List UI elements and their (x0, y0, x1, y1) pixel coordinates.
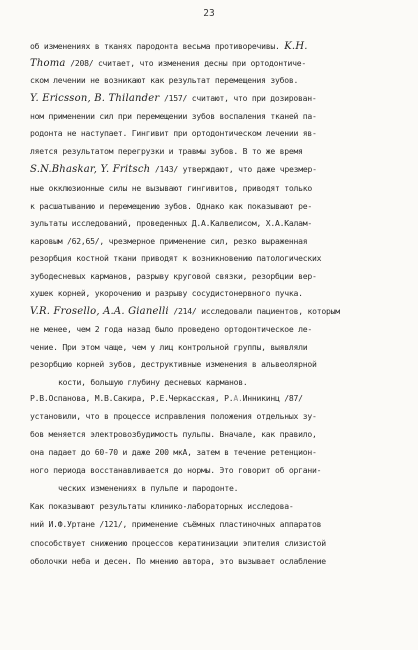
typed-text: об изменениях в тканях пародонта весьма противоречивы. (30, 41, 285, 51)
text-line (30, 392, 396, 404)
text-line (30, 500, 396, 512)
typed-text: чение. При этом чаще, чем у лиц контрольной группы, выявляли (30, 342, 308, 352)
text-line (30, 252, 396, 264)
text-line (30, 92, 396, 105)
text-line (30, 57, 396, 70)
text-line (58, 376, 396, 388)
typed-text: оболочки неба и десен. По мнению автора, это вызывает ослабление (30, 556, 326, 566)
typed-text: ные окклюзионные силы не вызывают гингивитов, приводят только (30, 183, 312, 193)
text-line (30, 537, 396, 549)
text-line (30, 341, 396, 353)
handwritten-author-name: K.H. (284, 41, 308, 52)
faded-stamp-text: А. (233, 393, 243, 403)
text-line (30, 446, 396, 458)
text-line (30, 428, 396, 440)
typed-text: способствует снижению процессов кератинизации эпителия слизистой (30, 538, 326, 548)
text-line (30, 217, 396, 229)
text-line (30, 40, 396, 53)
typed-text: Инникинц /87/ (242, 393, 303, 403)
text-line (30, 182, 396, 194)
text-line (30, 270, 396, 282)
handwritten-author-name: Y. Ericsson, B. Thilander (30, 93, 160, 104)
typed-text: резорбция костной ткани приводят к возникновению патологических (30, 253, 322, 263)
typed-text: ний И.Ф.Уртане /121/, применение съёмных пластиночных аппаратов (30, 519, 322, 529)
text-line (30, 235, 396, 247)
typed-text: /208/ считает, что изменения десны при ортодонтиче- (65, 58, 306, 68)
typed-text: родонта не наступает. Гингивит при ортодонтическом лечении яв- (30, 128, 317, 138)
typed-text: Как показывают результаты клинико-лабораторных исследова- (30, 501, 294, 511)
typed-text: бов меняется электровозбудимость пульпы. Вначале, как правило, (30, 429, 317, 439)
typed-text: ском лечении не возникают как результат перемещения зубов. (30, 75, 299, 85)
typed-text: она падает до 60-70 и даже 200 мкА, затем в течение ретенцион- (30, 447, 317, 457)
typed-text: ного периода восстанавливается до нормы. Это говорит об органи- (30, 465, 322, 475)
text-line (30, 110, 396, 122)
typed-text: зубодесневых карманов, разрыву круговой связки, резорбции вер- (30, 271, 317, 281)
page-number: 23 (203, 8, 215, 19)
typed-text: не менее, чем 2 года назад было проведено ортодонтическое ле- (30, 324, 312, 334)
text-line (30, 163, 396, 176)
text-line (30, 555, 396, 567)
text-line (30, 74, 396, 86)
typed-text: каровым /62,65/, чрезмерное применение сил, резко выраженная (30, 236, 308, 246)
typed-text: /214/ исследовали пациентов, которым (168, 306, 340, 316)
typed-text: к расшатыванию и перемещению зубов. Однако как показывают ре- (30, 201, 312, 211)
text-line (30, 323, 396, 335)
typed-text: установили, что в процессе исправления положения отдельных зу- (30, 411, 317, 421)
typed-text: хушек корней, укорочению и разрыву сосудистонервного пучка. (30, 288, 303, 298)
handwritten-author-name: V.R. Frosello, A.A. Gianelli (30, 306, 169, 317)
typed-text: ляется результатом перегрузки и травмы зубов. В то же время (30, 146, 303, 156)
text-line (30, 518, 396, 530)
typed-text: кости, большую глубину десневых карманов. (58, 377, 248, 387)
text-line (30, 287, 396, 299)
typed-text: ческих изменениях в пульпе и пародонте. (58, 483, 239, 493)
handwritten-author-name: Thoma (30, 58, 66, 69)
handwritten-author-name: S.N.Bhaskar, Y. Fritsch (30, 164, 151, 175)
typed-text: резорбцию корней зубов, деструктивные изменения в альвеолярной (30, 359, 317, 369)
text-line (30, 410, 396, 422)
text-line (58, 482, 396, 494)
text-line (30, 200, 396, 212)
text-line (30, 305, 396, 318)
text-line (30, 127, 396, 139)
text-line (30, 358, 396, 370)
text-line (30, 464, 396, 476)
typed-text: Р.В.Оспанова, М.В.Сакира, Р.Е.Черкасская, Р. (30, 393, 234, 403)
text-line (30, 145, 396, 157)
typed-text: /143/ утверждают, что даже чрезмер- (150, 164, 317, 174)
typed-text: зультаты исследований, проведенных Д.А.Калвелисом, Х.А.Калам- (30, 218, 312, 228)
typed-text: /157/ считают, что при дозирован- (159, 93, 317, 103)
typed-text: ном применении сил при перемещении зубов воспаления тканей па- (30, 111, 317, 121)
